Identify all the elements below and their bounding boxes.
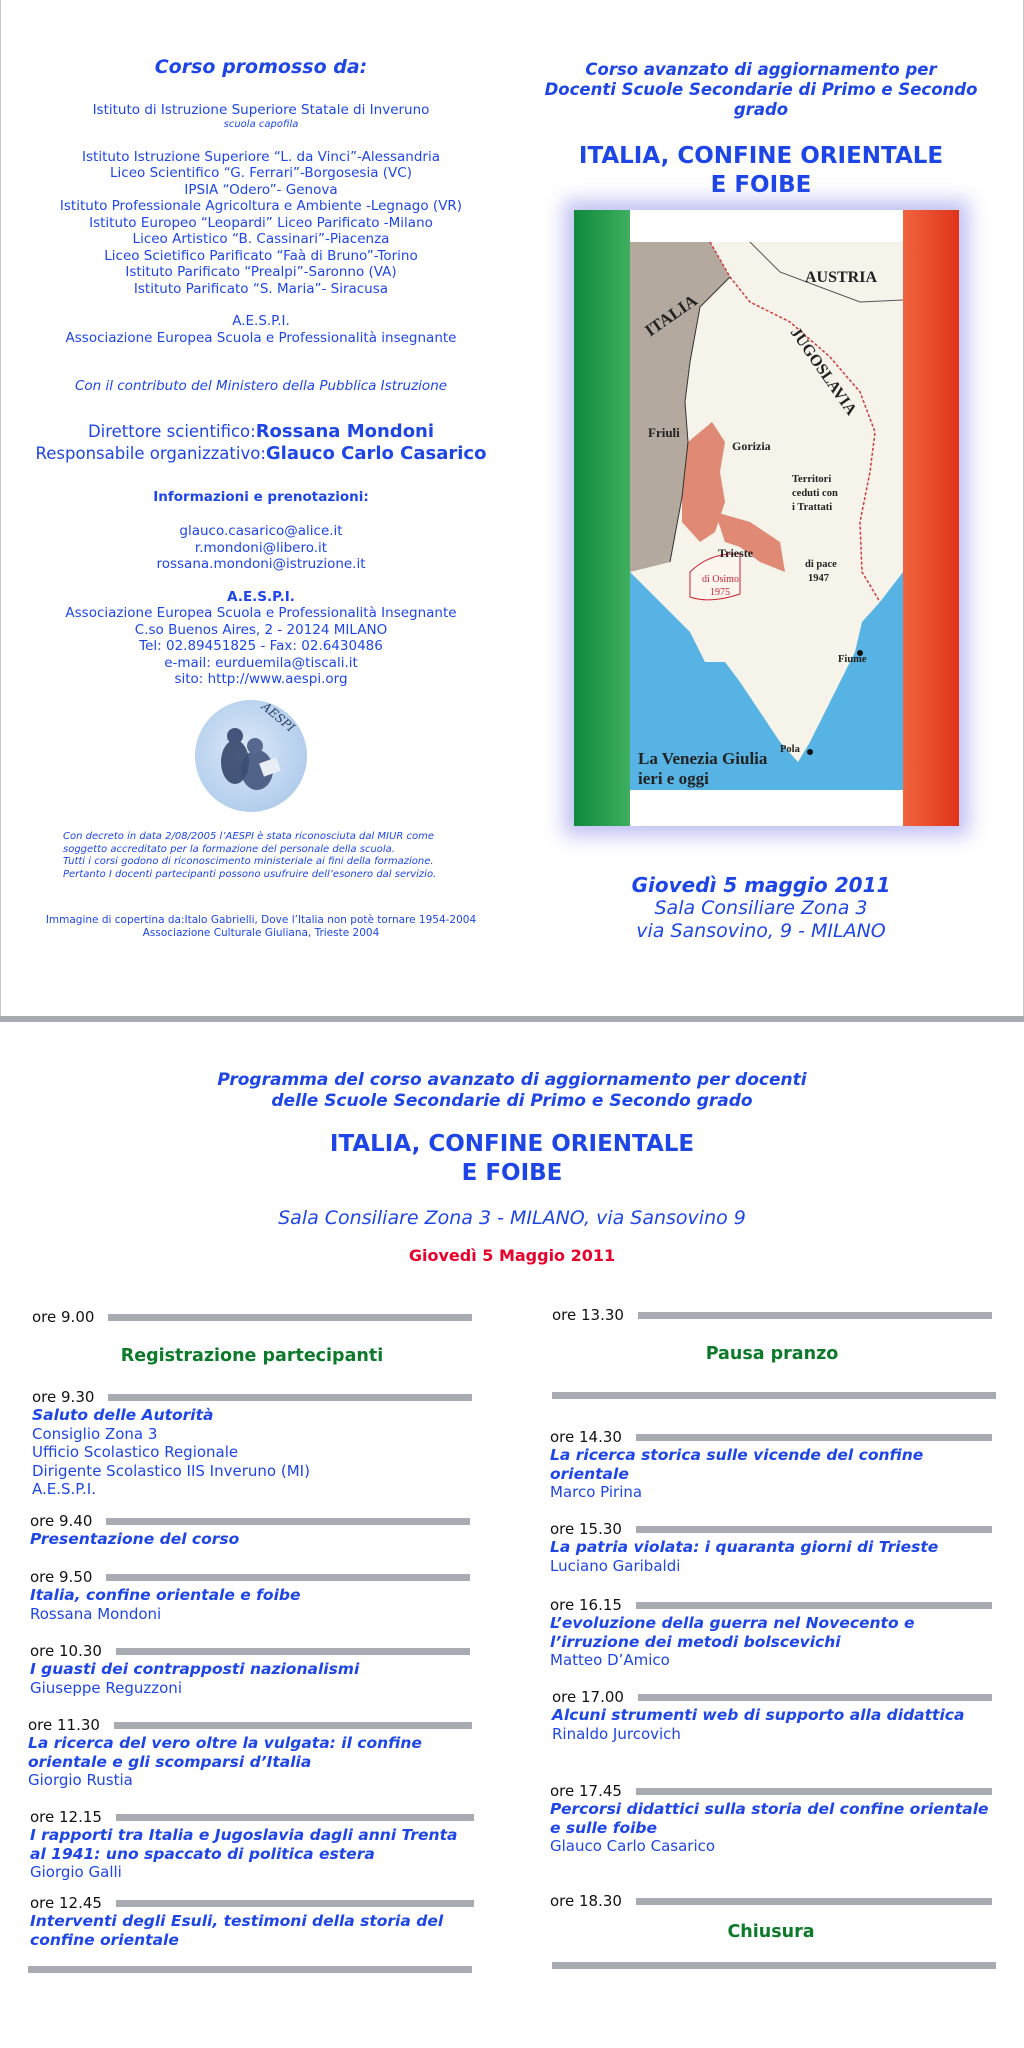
program-title-line: E FOIBE — [461, 1160, 563, 1186]
slot-time-row — [550, 1782, 992, 1800]
map-label-italia: ITALIA — [641, 290, 701, 341]
schedule-slot — [552, 1306, 992, 1364]
contact-heading: A.E.S.P.I. — [227, 588, 295, 605]
program-venue: Sala Consiliare Zona 3 - MILANO, via Sansovino 9 — [278, 1207, 746, 1229]
map-caption: La Venezia Giulia — [638, 749, 768, 768]
speaker: Giorgio Galli — [30, 1863, 122, 1881]
map-label-fiume: Fiume — [838, 654, 867, 665]
contact-line: Associazione Europea Scuola e Professionalità Insegnante — [65, 605, 457, 621]
slot-time: ore 10.30 — [30, 1642, 102, 1660]
map-label-pace: di pace — [805, 559, 837, 570]
session-title: Percorsi didattici sulla storia del confine orientale e sulle foibe — [550, 1800, 989, 1837]
speaker: Marco Pirina — [550, 1483, 643, 1501]
schedule-slot — [30, 1568, 470, 1623]
slot-time-row — [30, 1808, 474, 1826]
session-title: Presentazione del corso — [30, 1530, 240, 1548]
event-address: via Sansovino, 9 - MILANO — [636, 920, 886, 942]
schedule-slot — [550, 1782, 992, 1856]
slot-time: ore 9.30 — [32, 1388, 95, 1406]
speaker: Ufficio Scolastico Regionale — [32, 1443, 239, 1461]
map-label-territori: i Trattati — [792, 502, 833, 513]
organization-item: Istituto Europeo “Leopardi” Liceo Parificato -Milano — [89, 214, 433, 231]
slot-time: ore 15.30 — [550, 1520, 622, 1538]
contact-line: C.so Buenos Aires, 2 - 20124 MILANO — [134, 621, 388, 638]
promoters-heading: Corso promosso da: — [154, 56, 368, 78]
speaker: Matteo D’Amico — [550, 1651, 670, 1669]
speaker: Consiglio Zona 3 — [32, 1424, 158, 1443]
map-label-gorizia: Gorizia — [732, 439, 771, 453]
slot-time: ore 9.00 — [32, 1308, 95, 1326]
course-title-line: E FOIBE — [710, 172, 812, 198]
lead-organization: Istituto di Istruzione Superiore Statale di Inveruno — [92, 102, 430, 118]
column-end-bar — [552, 1962, 996, 1969]
accreditation-note — [63, 831, 483, 881]
schedule-slot — [30, 1512, 470, 1549]
program-header — [0, 1070, 1024, 1265]
time-bar — [636, 1898, 992, 1905]
organization-item: Istituto Parificato “S. Maria”- Siracusa — [133, 280, 389, 297]
venezia-giulia-map — [630, 242, 903, 790]
map-label-osimo: 1975 — [710, 587, 730, 598]
slot-time-row — [550, 1596, 992, 1614]
contact-line: Tel: 02.89451825 - Fax: 02.6430486 — [139, 638, 383, 654]
slot-time: ore 9.50 — [30, 1568, 93, 1586]
speaker: Giorgio Rustia — [28, 1771, 133, 1789]
map-label-territori: Territori — [792, 474, 832, 485]
map-label-pola: Pola — [780, 744, 800, 755]
lead-organization-note: scuola capofila — [223, 118, 299, 130]
slot-time: ore 12.15 — [30, 1808, 102, 1826]
contact-line[interactable]: sito: http://www.aespi.org — [174, 671, 348, 687]
schedule-slot — [550, 1596, 992, 1670]
program-title-line: ITALIA, CONFINE ORIENTALE — [329, 1131, 695, 1157]
credits-line: Associazione Culturale Giuliana, Trieste 2004 — [142, 927, 380, 939]
schedule-slot — [32, 1388, 472, 1499]
organizer — [31, 443, 491, 465]
time-bar — [116, 1814, 474, 1821]
course-title-line: ITALIA, CONFINE ORIENTALE — [578, 143, 944, 169]
program-title — [0, 1130, 1024, 1188]
session-title: I guasti dei contrapposti nazionalismi — [30, 1660, 360, 1678]
program-subtitle: Programma del corso avanzato di aggiornamento per docenti — [217, 1070, 807, 1090]
map-label-austria: AUSTRIA — [805, 269, 878, 286]
contact-email[interactable]: rossana.mondoni@istruzione.it — [156, 556, 366, 572]
event-date: Giovedì 5 maggio 2011 — [631, 873, 891, 897]
contact-line[interactable]: e-mail: eurduemila@tiscali.it — [164, 654, 358, 671]
scientific-director-label: Direttore scientifico: — [87, 421, 256, 441]
map-label-trieste: Trieste — [718, 546, 754, 560]
aespi-logo — [195, 700, 307, 812]
slot-time-row — [550, 1892, 992, 1910]
aespi-acronym: A.E.S.P.I. — [232, 313, 290, 329]
slot-time-row — [30, 1642, 470, 1660]
accreditation-line: Con decreto in data 2/08/2005 l’AESPI è stata riconosciuta dal MIUR come — [63, 831, 434, 842]
speaker: Luciano Garibaldi — [550, 1556, 681, 1575]
session-title: Saluto delle Autorità — [32, 1406, 214, 1424]
scientific-director-name: Rossana Mondoni — [255, 420, 435, 442]
time-bar — [116, 1648, 470, 1655]
slot-time: ore 11.30 — [28, 1716, 100, 1734]
aespi-logo-text: AESPI — [258, 699, 297, 735]
session-title: La ricerca storica sulle vicende del confine orientale — [550, 1446, 924, 1483]
event-date-venue — [521, 873, 1001, 943]
slot-time: ore 17.45 — [550, 1782, 622, 1800]
session-title: L’evoluzione della guerra nel Novecento e l’irruzione dei metodi bolscevichi — [550, 1614, 915, 1651]
schedule-slot — [552, 1688, 992, 1743]
course-subtitle: Docenti Scuole Secondarie di Primo e Secondo grado — [544, 80, 978, 119]
time-bar — [636, 1434, 992, 1441]
session-title: Interventi degli Esuli, testimoni della storia del confine orientale — [30, 1912, 444, 1949]
time-bar — [636, 1788, 992, 1795]
schedule-slot — [30, 1642, 470, 1697]
session-title: I rapporti tra Italia e Jugoslavia dagli anni Trenta al 1941: uno spaccato di politica estera — [30, 1826, 458, 1863]
speaker: A.E.S.P.I. — [32, 1480, 96, 1498]
flag-red-band — [903, 210, 959, 826]
slot-time: ore 16.15 — [550, 1596, 622, 1614]
slot-time: ore 17.00 — [552, 1688, 624, 1706]
slot-time-row — [32, 1388, 472, 1406]
slot-time: ore 14.30 — [550, 1428, 622, 1446]
column-end-bar — [28, 1966, 472, 1973]
contact-details — [31, 605, 491, 688]
slot-green-label: Registrazione partecipanti — [120, 1346, 384, 1366]
course-subtitle: Corso avanzato di aggiornamento per — [585, 60, 937, 79]
map-label-jugoslavia: JUGOSLAVIA — [786, 324, 860, 419]
slot-time: ore 9.40 — [30, 1512, 93, 1530]
session-title: La patria violata: i quaranta giorni di Trieste — [550, 1538, 939, 1556]
section-bar — [552, 1392, 996, 1399]
slot-time: ore 13.30 — [552, 1306, 624, 1324]
schedule-slot — [30, 1808, 474, 1882]
course-title — [521, 142, 1001, 200]
promoters-column — [31, 56, 491, 688]
accreditation-line: soggetto accreditato per la formazione del personale della scuola. — [63, 843, 395, 855]
cover-map-image — [574, 210, 959, 826]
schedule-slot — [550, 1520, 992, 1575]
scientific-director — [31, 421, 491, 443]
organization-item: Liceo Scietifico Parificato “Faà di Bruno”-Torino — [104, 247, 418, 264]
accreditation-line: Tutti i corsi godono di riconoscimento ministeriale ai fini della formazione. — [63, 856, 434, 867]
map-label-pace: 1947 — [808, 573, 829, 584]
pola-marker — [807, 749, 813, 755]
time-bar — [108, 1394, 472, 1401]
organization-item: IPSIA “Odero”- Genova — [184, 181, 338, 198]
session-title: Italia, confine orientale e foibe — [30, 1586, 301, 1604]
ministry-contribution: Con il contributo del Ministero della Pubblica Istruzione — [74, 378, 448, 394]
schedule-slot — [550, 1892, 992, 1942]
event-venue: Sala Consiliare Zona 3 — [654, 897, 868, 919]
slot-time-row — [30, 1512, 470, 1530]
email-list — [31, 523, 491, 573]
flag-green-band — [574, 210, 630, 826]
time-bar — [636, 1602, 992, 1609]
map-caption: ieri e oggi — [638, 769, 709, 788]
schedule-slot — [32, 1308, 472, 1366]
slot-time-row — [550, 1520, 992, 1538]
slot-time: ore 12.45 — [30, 1894, 102, 1912]
program-subtitle: delle Scuole Secondarie di Primo e Secondo grado — [271, 1091, 753, 1111]
speaker: Rossana Mondoni — [30, 1604, 162, 1623]
slot-time-row — [28, 1716, 472, 1734]
time-bar — [638, 1694, 992, 1701]
organization-list — [31, 149, 491, 298]
organizer-name: Glauco Carlo Casarico — [265, 442, 487, 464]
program-date: Giovedì 5 Maggio 2011 — [408, 1246, 616, 1265]
info-heading: Informazioni e prenotazioni: — [153, 488, 369, 505]
time-bar — [106, 1518, 470, 1525]
aespi-full-name: Associazione Europea Scuola e Professionalità insegnante — [65, 329, 457, 346]
schedule-slot — [550, 1428, 992, 1502]
slot-time-row — [552, 1306, 992, 1324]
session-title: Alcuni strumenti web di supporto alla didattica — [552, 1706, 965, 1724]
time-bar — [638, 1312, 992, 1319]
schedule-slot — [30, 1894, 474, 1949]
credits-line: Immagine di copertina da:Italo Gabrielli, Dove l’Italia non potè tornare 1954-2004 — [45, 914, 477, 926]
slot-time: ore 18.30 — [550, 1892, 622, 1910]
speaker: Glauco Carlo Casarico — [550, 1837, 716, 1855]
organization-item: Liceo Artistico “B. Cassinari”-Piacenza — [132, 231, 390, 247]
session-title: La ricerca del vero oltre la vulgata: il confine orientale e gli scomparsi d’Italia — [28, 1734, 422, 1771]
organization-item: Liceo Scientifico “G. Ferrari”-Borgosesia (VC) — [110, 165, 412, 181]
slot-time-row — [550, 1428, 992, 1446]
time-bar — [116, 1900, 474, 1907]
slot-green-label: Chiusura — [727, 1922, 815, 1942]
brochure-cover — [0, 0, 1024, 1017]
slot-time-row — [552, 1688, 992, 1706]
map-label-friuli: Friuli — [648, 425, 680, 440]
organization-item: Istituto Professionale Agricoltura e Ambiente -Legnago (VR) — [59, 198, 463, 214]
aespi-logo-figures — [195, 700, 307, 812]
organization-item: Istituto Istruzione Superiore “L. da Vinci”-Alessandria — [82, 148, 440, 165]
speaker: Dirigente Scolastico IIS Inveruno (MI) — [32, 1461, 310, 1480]
time-bar — [114, 1722, 472, 1729]
time-bar — [636, 1526, 992, 1533]
map-label-territori: ceduti con — [792, 488, 838, 499]
slot-time-row — [32, 1308, 472, 1326]
contact-email[interactable]: r.mondoni@libero.it — [194, 539, 328, 556]
accreditation-line: Pertanto I docenti partecipanti possono usufruire dell’esonero dal servizio. — [63, 868, 437, 880]
map-label-osimo: di Osimo — [702, 574, 739, 585]
organization-item: Istituto Parificato “Prealpi”-Saronno (VA) — [125, 264, 397, 280]
schedule-slot — [28, 1716, 472, 1790]
program-page — [0, 1022, 1024, 2048]
time-bar — [106, 1574, 470, 1581]
cover-image-credits — [31, 914, 491, 940]
slot-time-row — [30, 1894, 474, 1912]
cover-title-column — [521, 60, 1001, 200]
speaker: Giuseppe Reguzzoni — [30, 1678, 182, 1697]
slot-green-label: Pausa pranzo — [705, 1344, 839, 1364]
time-bar — [108, 1314, 472, 1321]
speaker: Rinaldo Jurcovich — [552, 1724, 681, 1743]
contact-email[interactable]: glauco.casarico@alice.it — [179, 523, 343, 539]
organizer-label: Responsabile organizzativo: — [35, 443, 266, 463]
slot-time-row — [30, 1568, 470, 1586]
